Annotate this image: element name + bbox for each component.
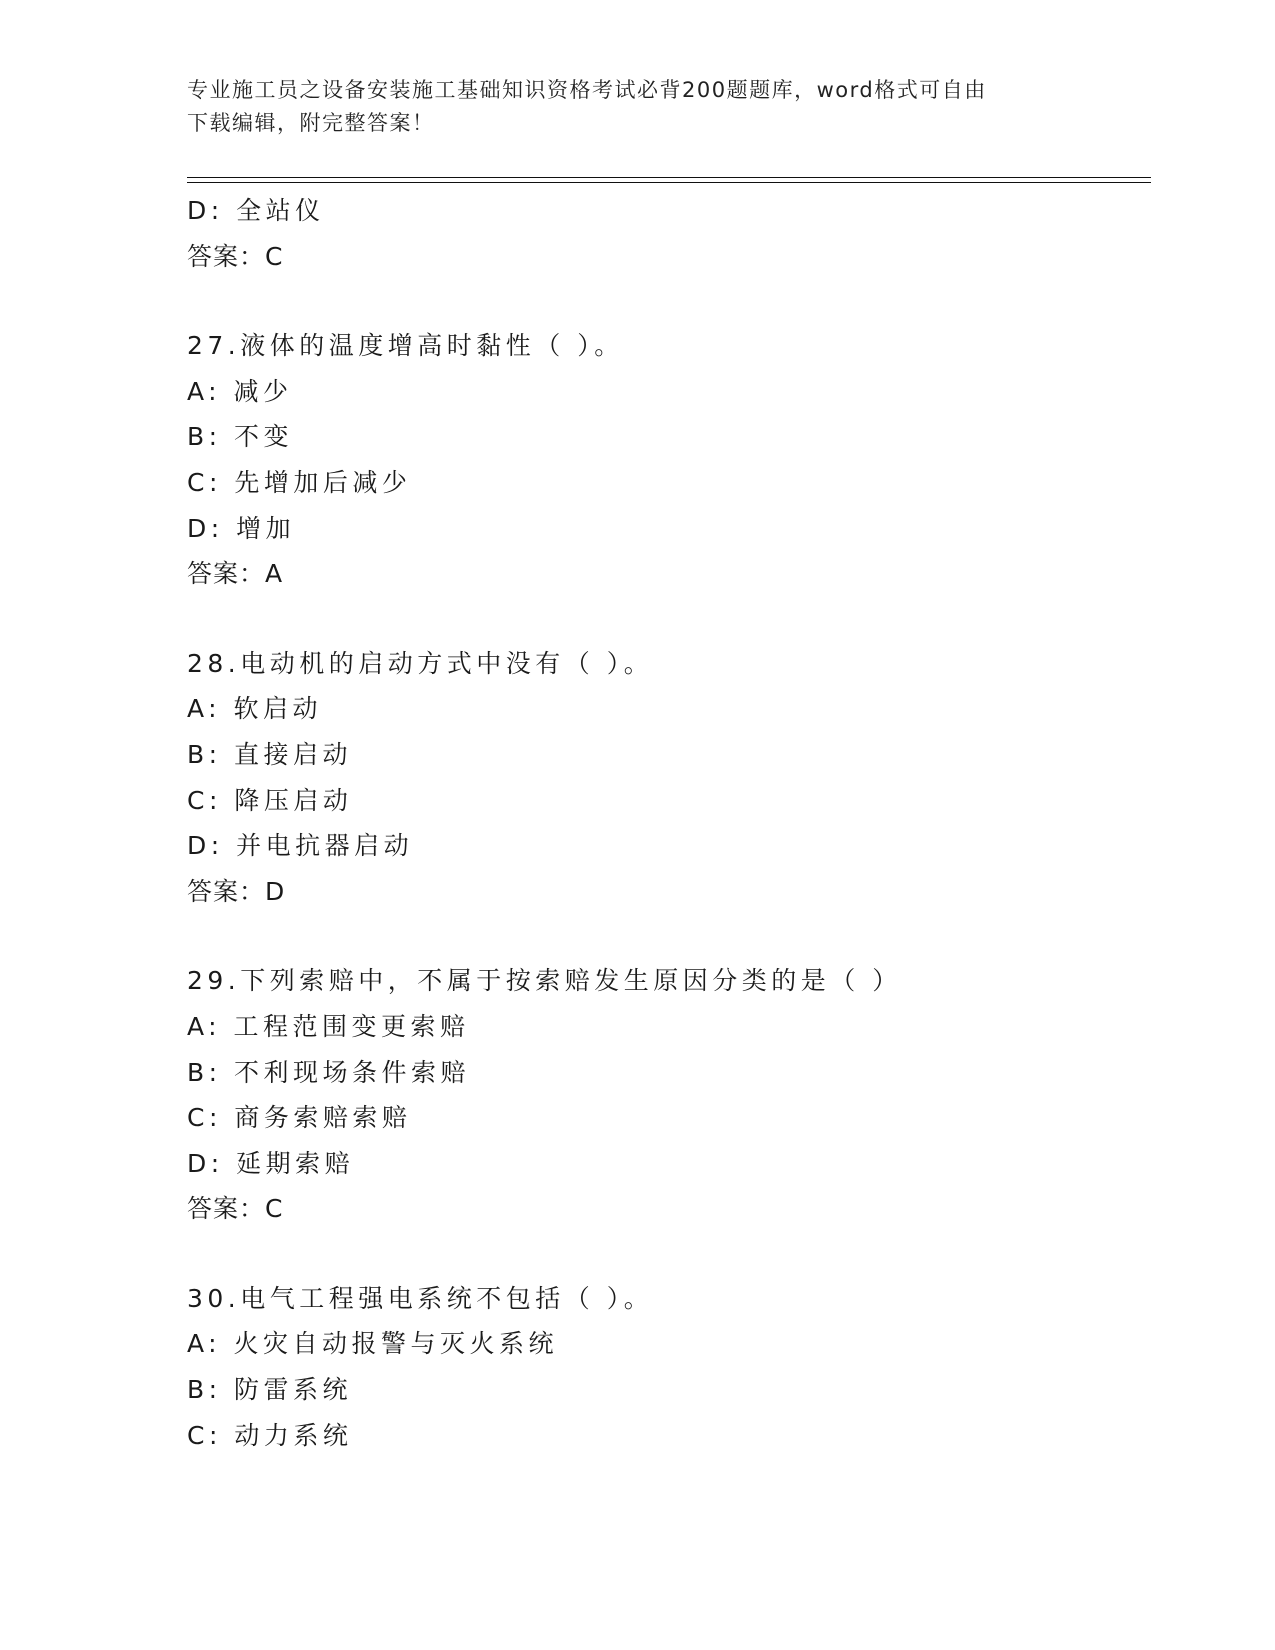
- option-d: D: 延期索赔: [187, 1148, 355, 1178]
- option-a: A: 火灾自动报警与灭火系统: [187, 1329, 559, 1359]
- spacer: [187, 1232, 1147, 1276]
- option-c: C: 降压启动: [187, 785, 353, 815]
- option-c: C: 动力系统: [187, 1420, 353, 1450]
- option-d: D: 增加: [187, 513, 296, 543]
- header-divider-top: [187, 177, 1151, 178]
- option-b: B: 不利现场条件索赔: [187, 1057, 471, 1087]
- spacer: [187, 914, 1147, 958]
- question-30: [187, 1276, 1147, 1458]
- option-a: A: 软启动: [187, 694, 323, 724]
- question-stem: 28.电动机的启动方式中没有（ ）。: [187, 648, 654, 678]
- question-list: [187, 188, 1147, 1458]
- header-divider-bottom: [187, 182, 1151, 183]
- option-a: A: 工程范围变更索赔: [187, 1011, 470, 1041]
- spacer: [187, 597, 1147, 641]
- answer-line: 答案：A: [187, 559, 284, 589]
- question-27: [187, 323, 1147, 597]
- question-stem: 27.液体的温度增高时黏性（ ）。: [187, 331, 624, 361]
- answer-line: 答案：C: [187, 1194, 284, 1224]
- document-header: [187, 74, 1087, 140]
- option-c: C: 先增加后减少: [187, 467, 412, 497]
- question-29: [187, 958, 1147, 1232]
- option-c: C: 商务索赔索赔: [187, 1103, 412, 1133]
- option-a: A: 减少: [187, 376, 293, 406]
- question-stem: 29.下列索赔中，不属于按索赔发生原因分类的是（ ）: [187, 966, 902, 996]
- option-d: D: 并电抗器启动: [187, 831, 414, 861]
- continued-question: [187, 188, 1147, 279]
- header-line-2: 下载编辑，附完整答案！: [187, 111, 435, 135]
- question-28: [187, 641, 1147, 915]
- option-b: B: 直接启动: [187, 739, 353, 769]
- option-b: B: 防雷系统: [187, 1375, 353, 1405]
- answer-line: 答案：C: [187, 241, 284, 271]
- spacer: [187, 279, 1147, 323]
- option-b: B: 不变: [187, 422, 294, 452]
- answer-line: 答案：D: [187, 876, 286, 906]
- question-stem: 30.电气工程强电系统不包括（ ）。: [187, 1283, 654, 1313]
- header-line-1: 专业施工员之设备安装施工基础知识资格考试必背200题题库，word格式可自由: [187, 78, 987, 102]
- option-d: D: 全站仪: [187, 196, 325, 225]
